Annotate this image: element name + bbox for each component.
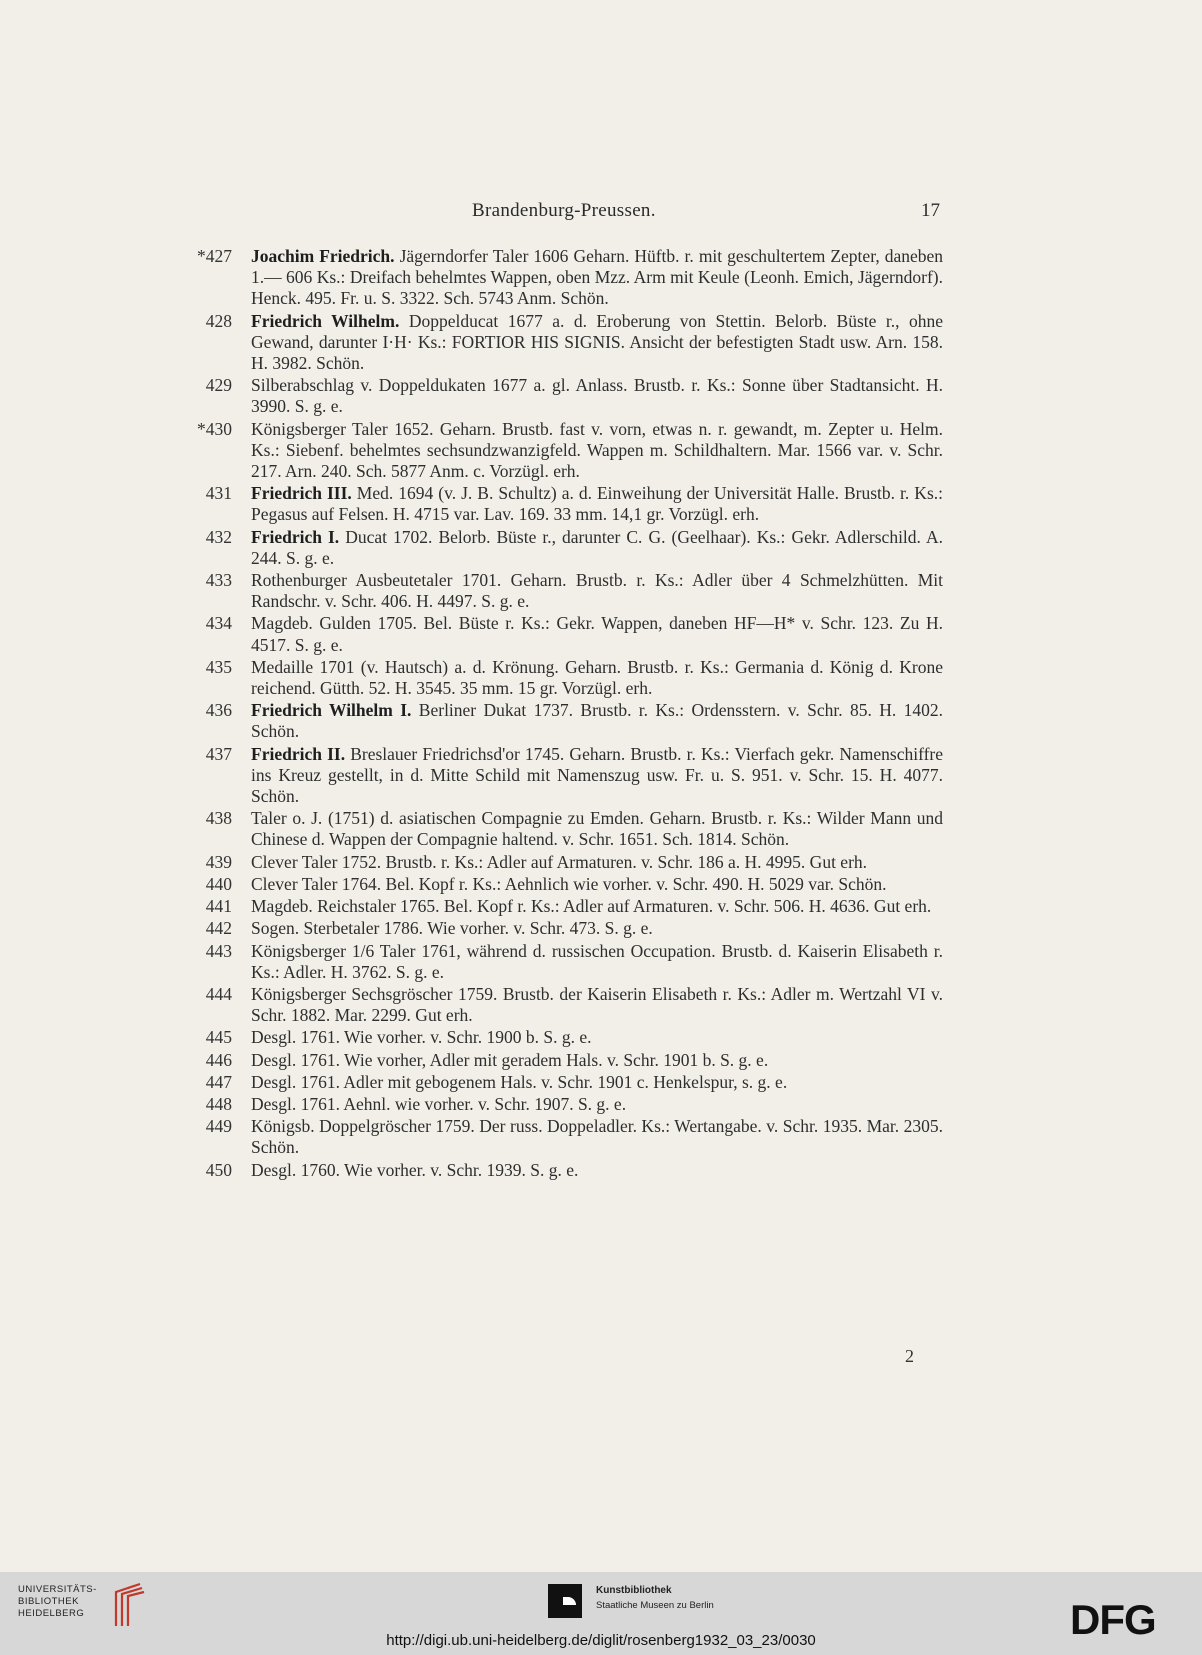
entry-description: Desgl. 1761. Adler mit gebogenem Hals. v. Schr. 1901 c. Henkelspur, s. g. e. [251,1071,788,1092]
entry-number: 442 [205,918,232,939]
entry-description: Desgl. 1761. Wie vorher. v. Schr. 1900 b. S. g. e. [251,1027,592,1048]
entry-number: 440 [205,873,232,894]
catalog-entry [0,874,1202,895]
catalog-entry [0,527,1202,569]
entry-description: Königsb. Doppelgröscher 1759. Der russ. Doppeladler. Ks.: Wertangabe. v. Schr. 1935. Mar. 2305. Schön. [251,1116,943,1158]
catalog-entry [0,984,1202,1026]
entry-text [251,375,943,417]
ub-heidelberg-logo[interactable] [18,1582,150,1628]
catalog-entry [0,744,1202,808]
entry-description: Desgl. 1760. Wie vorher. v. Schr. 1939. S. g. e. [251,1159,579,1180]
entry-description: Jägerndorfer Taler 1606 Geharn. Hüftb. r. mit geschultertem Zepter, daneben 1.— 606 Ks.: Dreifach behelmtes Wappen, oben Mzz. Arm mit Keule (Leonh. Emich, Jägerndorf). Henck. 495. Fr. u. S. 3322. Sch. 5743 Anm. Schön. [251,246,944,309]
entry-description: Doppelducat 1677 a. d. Eroberung von Stettin. Belorb. Büste r., ohne Gewand, darunter I·H· Ks.: FORTIOR HIS SIGNIS. Ansicht der befestigten Stadt usw. Arn. 158. H. 3982. Schön. [251,310,943,374]
entry-description: Silberabschlag v. Doppeldukaten 1677 a. gl. Anlass. Brustb. r. Ks.: Sonne über Stadtansicht. H. 3990. S. g. e. [251,375,943,417]
catalog-entry [0,246,1202,310]
entry-text [251,1050,943,1071]
entry-number: 446 [205,1049,232,1070]
entry-text [251,918,943,939]
entry-description: Medaille 1701 (v. Hautsch) a. d. Krönung. Geharn. Brustb. r. Ks.: Germania d. König d. Krone reichend. Gütth. 52. H. 3545. 35 mm. 15 gr. Vorzügl. erh. [251,656,943,699]
entry-number: 431 [205,483,232,504]
entry-text [251,700,943,742]
catalog-entry [0,1027,1202,1048]
entry-number: 435 [205,656,232,677]
catalog-entry [0,1094,1202,1115]
entry-number: 441 [205,896,232,917]
entry-number: 428 [205,310,232,331]
entry-text [251,613,943,655]
ruler-name: Friedrich II. [251,743,346,764]
entry-number: 429 [205,375,232,396]
entry-description: Berliner Dukat 1737. Brustb. r. Ks.: Ordensstern. v. Schr. 85. H. 1402. Schön. [251,700,944,742]
ruler-name: Friedrich I. [251,526,340,547]
catalog-entry [0,918,1202,939]
entry-number: 439 [205,851,232,872]
entry-text [251,852,943,873]
kunstbibliothek-logo[interactable] [548,1584,748,1624]
entry-description: Rothenburger Ausbeutetaler 1701. Geharn. Brustb. r. Ks.: Adler über 4 Schmelzhütten. Mit Randschr. v. Schr. 406. H. 4497. S. g. e. [251,570,943,612]
entry-number: 449 [205,1116,232,1137]
entry-text [251,570,943,612]
entry-text [251,941,943,983]
entry-description: Desgl. 1761. Aehnl. wie vorher. v. Schr. 1907. S. g. e. [251,1093,627,1114]
ub-emblem-icon [110,1582,146,1628]
catalog-entry [0,1116,1202,1158]
footer-bar [0,1572,1202,1655]
ruler-name: Friedrich Wilhelm. [251,310,400,331]
ruler-name: Friedrich III. [251,483,352,504]
entry-description: Clever Taler 1752. Brustb. r. Ks.: Adler auf Armaturen. v. Schr. 186 a. H. 4995. Gut erh. [251,851,868,872]
entry-text [251,1094,943,1115]
page-header [0,200,1202,224]
entry-number: 448 [205,1093,232,1114]
entry-text [251,744,943,808]
entry-number: 450 [205,1159,232,1180]
catalog-entry [0,896,1202,917]
entry-description: Desgl. 1761. Wie vorher, Adler mit geradem Hals. v. Schr. 1901 b. S. g. e. [251,1049,769,1070]
entry-description: Königsberger 1/6 Taler 1761, während d. russischen Occupation. Brustb. d. Kaiserin Elisabeth r. Ks.: Adler. H. 3762. S. g. e. [251,940,943,982]
entry-description: Königsberger Taler 1652. Geharn. Brustb. fast v. vorn, etwas n. r. gewandt, m. Zepter u. Helm. Ks.: Siebenf. behelmtes sechsundzwanzigfeld. Wappen m. Schildhaltern. Mar. 1566 var. v. Schr. 217. Arn. 240. Sch. 5877 Anm. c. Vorzügl. erh. [251,418,943,482]
kunstbibliothek-icon [548,1584,582,1618]
entry-description: Königsberger Sechsgröscher 1759. Brustb. der Kaiserin Elisabeth r. Ks.: Adler m. Wertzahl VI v. Schr. 1882. Mar. 2299. Gut erh. [251,983,943,1026]
entry-number: 437 [205,743,232,764]
dfg-logo[interactable]: DFG [1070,1596,1156,1643]
entry-description: Ducat 1702. Belorb. Büste r., darunter C. G. (Geelhaar). Ks.: Gekr. Adlerschild. A. 244. S. g. e. [251,526,944,568]
entry-description: Taler o. J. (1751) d. asiatischen Compagnie zu Emden. Geharn. Brustb. r. Ks.: Wilder Mann und Chinese d. Wappen der Compagnie haltend. v. Schr. 1651. Sch. 1814. Schön. [251,808,943,850]
entry-number: 447 [205,1071,232,1092]
entry-text [251,311,943,375]
catalog-entry [0,657,1202,699]
catalog-entry [0,941,1202,983]
ub-logo-text [18,1584,97,1620]
catalog-entry [0,700,1202,742]
entry-description: Clever Taler 1764. Bel. Kopf r. Ks.: Aehnlich wie vorher. v. Schr. 490. H. 5029 var. Schön. [251,873,887,894]
catalog-entry [0,1050,1202,1071]
entry-text [251,1072,943,1093]
entry-text [251,896,943,917]
entry-description: Sogen. Sterbetaler 1786. Wie vorher. v. Schr. 473. S. g. e. [251,918,653,939]
ub-logo-line: BIBLIOTHEK [18,1596,79,1607]
catalog-entry [0,419,1202,483]
running-title: Brandenburg-Preussen. [472,200,656,221]
ub-logo-line: UNIVERSITÄTS- [18,1584,97,1595]
entry-text [251,527,943,569]
entry-text [251,1027,943,1048]
entry-text [251,808,943,850]
catalog-entry [0,808,1202,850]
catalog-entry [0,613,1202,655]
entry-number: *427 [197,246,232,266]
catalog-entry [0,570,1202,612]
catalog-entry [0,1160,1202,1181]
catalog-entry [0,375,1202,417]
permalink-url[interactable]: http://digi.ub.uni-heidelberg.de/diglit/rosenberg1932_03_23/0030 [386,1632,816,1649]
entry-text [251,1160,943,1181]
entry-text [251,657,943,699]
catalog-entry [0,483,1202,525]
kb-subtitle: Staatliche Museen zu Berlin [596,1600,714,1611]
catalog-entry [0,1072,1202,1093]
entry-text [251,483,943,525]
entry-number: 438 [205,808,232,829]
ub-logo-line: HEIDELBERG [18,1608,85,1619]
entry-text [251,1116,943,1158]
entry-description: Med. 1694 (v. J. B. Schultz) a. d. Einweihung der Universität Halle. Brustb. r. Ks.: Pegasus auf Felsen. H. 4715 var. Lav. 169. 33 mm. 14,1 gr. Vorzügl. erh. [251,483,943,525]
entry-number: 432 [205,526,232,547]
entry-text [251,246,943,310]
signature-mark: 2 [905,1346,914,1366]
entry-number: 434 [205,613,232,634]
catalog-entry [0,852,1202,873]
entry-description: Breslauer Friedrichsd'or 1745. Geharn. Brustb. r. Ks.: Vierfach gekr. Namenschiffre ins Kreuz gestellt, in d. Mitte Schild mit Namenszug usw. Fr. u. S. 951. v. Schr. 15. H. 4077. Schön. [251,743,944,807]
catalog-entry [0,311,1202,375]
kb-name: Kunstbibliothek [596,1585,672,1596]
page-number: 17 [921,200,940,221]
entry-number: 445 [205,1027,232,1048]
entry-text [251,419,943,483]
entry-number: *430 [197,418,232,439]
entry-number: 444 [205,983,232,1004]
entry-number: 443 [205,940,232,961]
entry-description: Magdeb. Reichstaler 1765. Bel. Kopf r. Ks.: Adler auf Armaturen. v. Schr. 506. H. 4636. Gut erh. [251,896,932,917]
entry-number: 433 [205,570,232,591]
entry-number: 436 [205,700,232,721]
ruler-name: Joachim Friedrich. [251,246,395,266]
entry-text [251,874,943,895]
entry-text [251,984,943,1026]
catalog-entries [0,246,1202,1182]
ruler-name: Friedrich Wilhelm I. [251,700,412,721]
entry-description: Magdeb. Gulden 1705. Bel. Büste r. Ks.: Gekr. Wappen, daneben HF—H* v. Schr. 123. Zu H. 4517. S. g. e. [251,613,943,655]
